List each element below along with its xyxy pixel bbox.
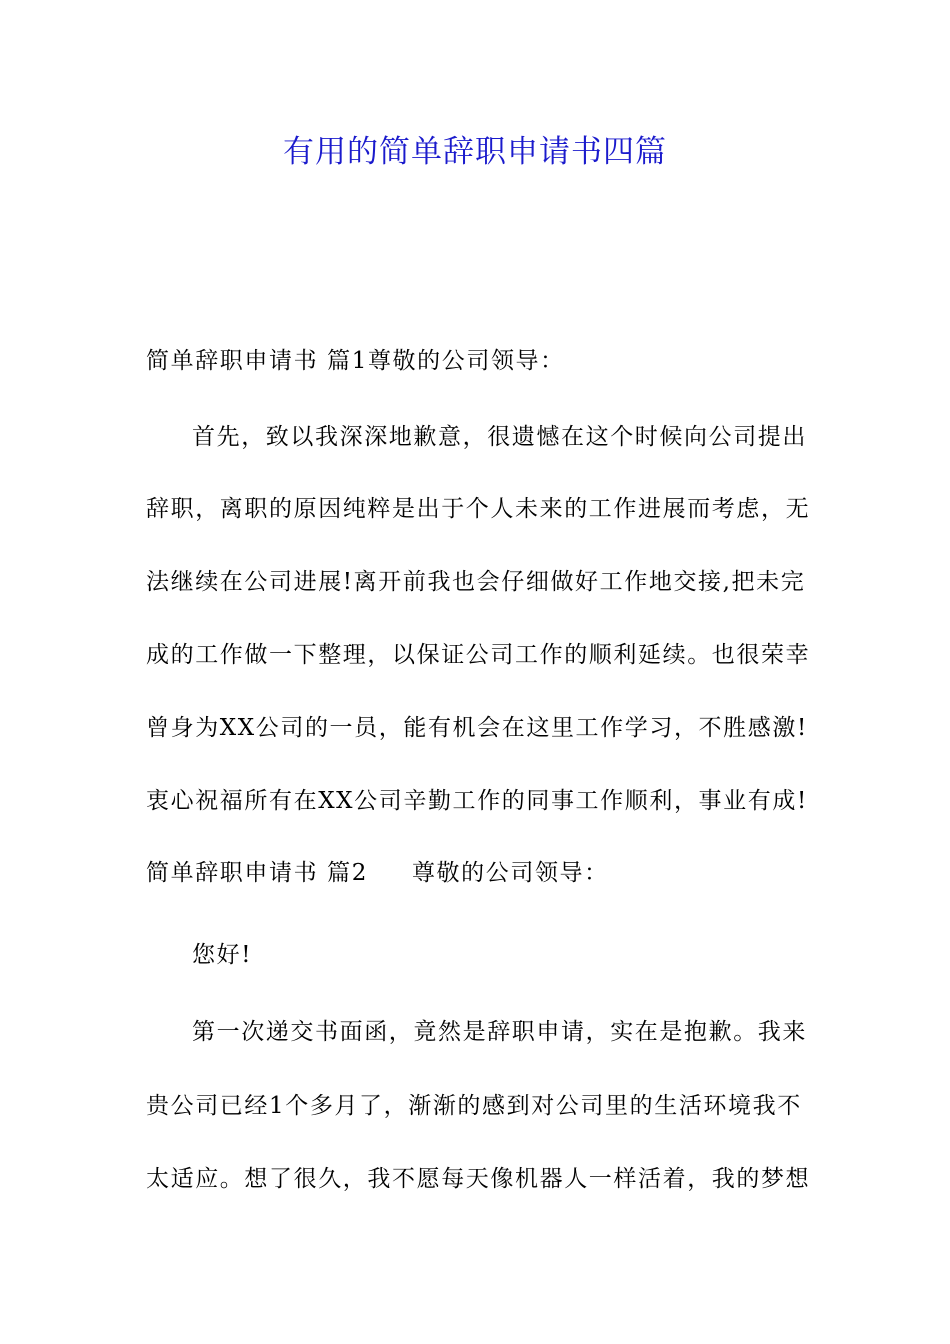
greeting-line: 您好!: [192, 942, 253, 968]
section-2-heading: [146, 855, 808, 891]
paragraph-line: 贵公司已经1个多月了，渐渐的感到对公司里的生活环境我不: [146, 1093, 802, 1119]
paragraph-line: 法继续在公司进展!离开前我也会仔细做好工作地交接,把未完: [146, 569, 806, 595]
section-1-heading: 简单辞职申请书 篇1尊敬的公司领导：: [146, 348, 565, 374]
paragraph-line: 首先，致以我深深地歉意，很遗憾在这个时候向公司提出: [192, 424, 807, 450]
paragraph-line: 太适应。想了很久，我不愿每天像机器人一样活着，我的梦想: [146, 1166, 811, 1192]
paragraph-line: 第一次递交书面函，竟然是辞职申请，实在是抱歉。我来: [192, 1019, 807, 1045]
section-2-title: 简单辞职申请书 篇2: [146, 860, 368, 886]
paragraph-line: 曾身为XX公司的一员，能有机会在这里工作学习，不胜感激!: [146, 715, 808, 741]
paragraph-line: 衷心祝福所有在XX公司辛勤工作的同事工作顺利，事业有成!: [146, 788, 808, 814]
document-title: 有用的简单辞职申请书四篇: [283, 134, 667, 170]
section-2-salutation: 尊敬的公司领导：: [411, 860, 609, 886]
paragraph-line: 成的工作做一下整理，以保证公司工作的顺利延续。也很荣幸: [146, 642, 811, 668]
paragraph-line: 辞职，离职的原因纯粹是出于个人未来的工作进展而考虑，无: [146, 496, 811, 522]
